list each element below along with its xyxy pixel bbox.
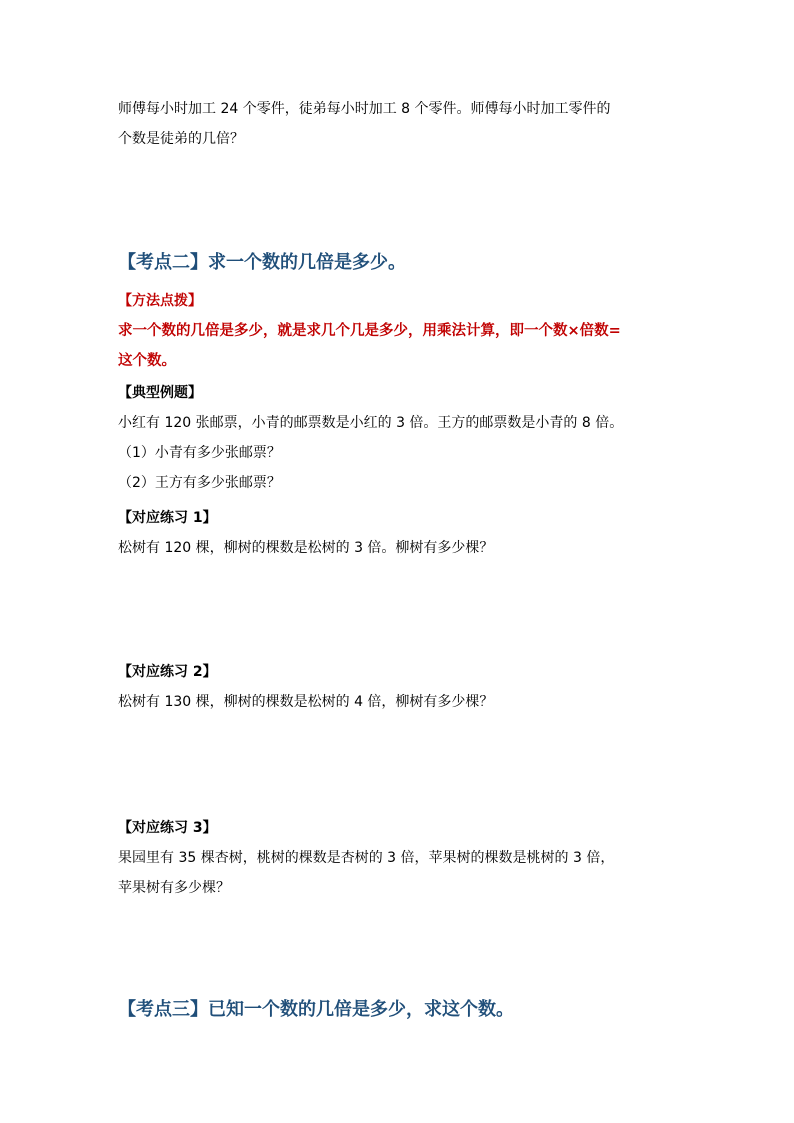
example-question-2: （2）王方有多少张邮票？ <box>118 475 281 491</box>
section2-heading: 【考点二】求一个数的几倍是多少。 <box>118 252 406 273</box>
intro-line-2: 个数是徒弟的几倍？ <box>118 131 244 147</box>
method-line-2: 这个数。 <box>118 353 176 369</box>
method-block <box>118 286 688 376</box>
practice-3-line-1: 果园里有 35 棵杏树，桃树的棵数是杏树的 3 倍，苹果树的棵数是桃树的 3 倍， <box>118 850 615 866</box>
section2-heading-block <box>118 248 688 278</box>
method-line-1: 求一个数的几倍是多少，就是求几个几是多少，用乘法计算，即一个数×倍数= <box>118 323 621 339</box>
method-label: 【方法点拨】 <box>118 293 202 309</box>
practice-3-block <box>118 813 688 903</box>
section3-heading-block <box>118 995 688 1025</box>
example-block <box>118 378 688 498</box>
example-question-1: （1）小青有多少张邮票？ <box>118 445 281 461</box>
practice-2-block <box>118 657 688 717</box>
intro-line-1: 师傅每小时加工 24 个零件，徒弟每小时加工 8 个零件。师傅每小时加工零件的 <box>118 101 611 117</box>
practice-1-label: 【对应练习 1】 <box>118 510 217 526</box>
practice-3-line-2: 苹果树有多少棵？ <box>118 880 230 896</box>
intro-problem <box>118 94 688 154</box>
example-line: 小红有 120 张邮票，小青的邮票数是小红的 3 倍。王方的邮票数是小青的 8 倍。 <box>118 415 624 431</box>
practice-3-label: 【对应练习 3】 <box>118 820 217 836</box>
example-label: 【典型例题】 <box>118 385 202 401</box>
section3-heading: 【考点三】已知一个数的几倍是多少，求这个数。 <box>118 999 514 1020</box>
practice-2-label: 【对应练习 2】 <box>118 664 217 680</box>
practice-1-text: 松树有 120 棵，柳树的棵数是松树的 3 倍。柳树有多少棵？ <box>118 540 494 556</box>
practice-2-text: 松树有 130 棵，柳树的棵数是松树的 4 倍，柳树有多少棵？ <box>118 694 494 710</box>
practice-1-block <box>118 503 688 563</box>
